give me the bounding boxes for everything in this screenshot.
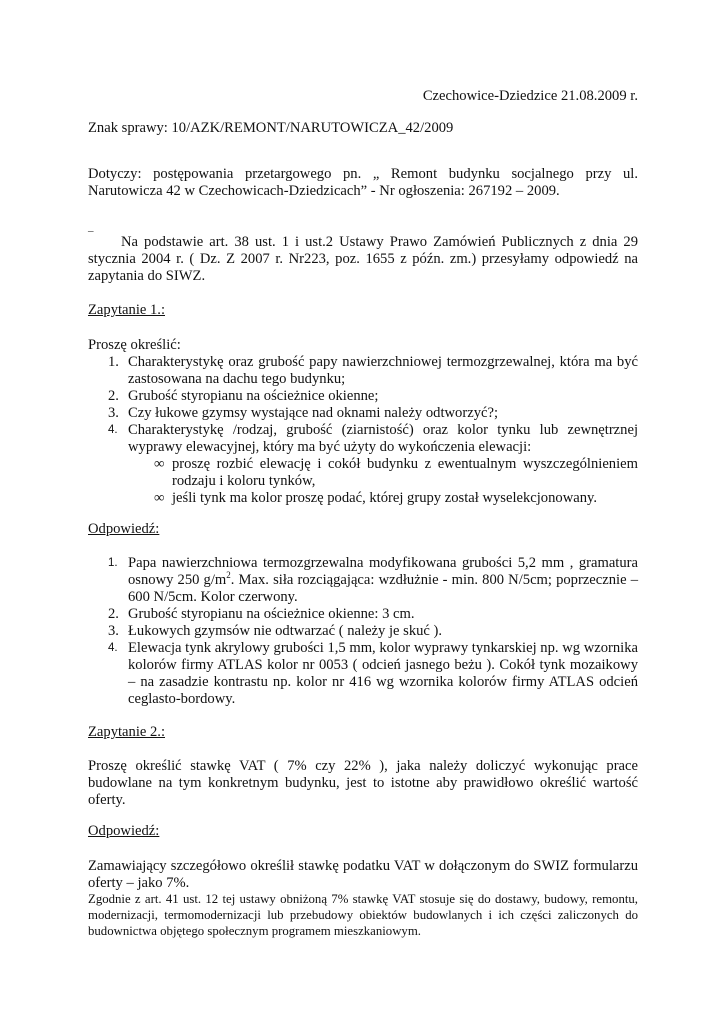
question-1-heading: Zapytanie 1.:: [88, 302, 165, 318]
separator-mark: _: [88, 221, 94, 233]
list-item: [88, 623, 638, 640]
list-item-text: Elewacja tynk akrylowy grubości 1,5 mm, kolor wyprawy tynkarskiej np. wg wzornika kolorów firmy ATLAS kolor nr 0053 ( odcień jasnego beżu ). Cokół tynk mozaikowy – na zasadzie kontrastu np. kolor nr 416 wg wzornika kolorów firmy ATLAS odcień ceglasto-bordowy.: [128, 640, 638, 707]
answer-1-heading: Odpowiedź:: [88, 521, 160, 537]
list-number: 3.: [108, 405, 119, 421]
list-item: [88, 405, 638, 422]
intro-paragraph: Na podstawie art. 38 ust. 1 i ust.2 Ustawy Prawo Zamówień Publicznych z dnia 29 stycznia 2004 r. ( Dz. Z 2007 r. Nr223, poz. 1655 z późn. zm.) przesyłamy odpowiedź na zapytania do SIWZ.: [88, 234, 638, 284]
answer-2-text: Zamawiający szczegółowo określił stawkę podatku VAT w dołączonym do SWIZ formularzu oferty – jako 7%.: [88, 858, 638, 891]
list-item: [88, 555, 638, 606]
question-1-section: [88, 302, 638, 319]
list-number: 2.: [108, 388, 119, 404]
sub-bullet-text: proszę rozbić elewację i cokół budynku z ewentualnym wyszczególnieniem rodzaju i koloru tynków,: [172, 456, 638, 489]
list-item: [88, 422, 638, 456]
infinity-bullet-icon: ∞: [154, 490, 165, 506]
question-2-heading: Zapytanie 2.:: [88, 724, 165, 740]
list-number: 4.: [108, 642, 118, 654]
answer-1-list: [88, 555, 638, 708]
answer-2-note: Zgodnie z art. 41 ust. 12 tej ustawy obniżoną 7% stawkę VAT stosuje się do dostawy, budowy, remontu, modernizacji, termomodernizacji lub przebudowy obiektów budowlanych i ich części zaliczonych do budownictwa objętego społecznym programem mieszkaniowym.: [88, 892, 638, 938]
question-1-list: [88, 354, 638, 456]
list-item-text: Charakterystykę oraz grubość papy nawierzchniowej termozgrzewalnej, która ma być zastosowana na dachu tego budynku;: [128, 354, 638, 387]
list-number: 1.: [108, 354, 119, 370]
sub-bullet-item: [88, 456, 638, 490]
subject-line: Dotyczy: postępowania przetargowego pn. „ Remont budynku socjalnego przy ul. Narutowicza 42 w Czechowicach-Dziedzicach” - Nr ogłoszenia: 267192 – 2009.: [88, 166, 638, 199]
question-1-body: [88, 337, 638, 507]
list-item-text: Charakterystykę /rodzaj, grubość (ziarnistość) oraz kolor tynku lub zewnętrznej wyprawy elewacyjnej, który ma być użyty do wykończenia elewacji:: [128, 422, 638, 455]
answer-2-heading: Odpowiedź:: [88, 823, 160, 839]
question-2-section: [88, 724, 638, 741]
list-item-text: Papa nawierzchniowa termozgrzewalna modyfikowana grubości 5,2 mm , gramatura osnowy 250 $g/m^2$. Max. siła rozciągająca: wzdłużnie - min. 800 N/5cm; poprzecznie – 600 N/5cm. Kolor czerwony.: [128, 555, 638, 605]
list-number: 4.: [108, 424, 118, 436]
list-number: 1.: [108, 557, 118, 569]
list-item-text: Grubość styropianu na ościeżnice okienne;: [128, 388, 379, 404]
list-item-text: Łukowych gzymsów nie odtwarzać ( należy je skuć ).: [128, 623, 443, 639]
list-number: 2.: [108, 606, 119, 622]
list-item-text: Grubość styropianu na ościeżnice okienne: 3 cm.: [128, 606, 415, 622]
answer-1-section: [88, 521, 638, 538]
sub-bullet-text: jeśli tynk ma kolor proszę podać, której grupy został wyselekcjonowany.: [172, 490, 597, 506]
document-date: Czechowice-Dziedzice 21.08.2009 r.: [422, 88, 638, 104]
list-number: 3.: [108, 623, 119, 639]
list-item: [88, 640, 638, 708]
list-item: [88, 388, 638, 405]
answer-1-body: [88, 555, 638, 708]
case-reference: Znak sprawy: 10/AZK/REMONT/NARUTOWICZA_42/2009: [88, 120, 454, 136]
answer-2-section: [88, 823, 638, 840]
list-item-text: Czy łukowe gzymsy wystające nad oknami należy odtworzyć?;: [128, 405, 498, 421]
superscript: 2: [226, 570, 231, 581]
list-item: [88, 606, 638, 623]
infinity-bullet-icon: ∞: [154, 456, 165, 472]
sub-bullet-item: [88, 490, 638, 507]
list-item: [88, 354, 638, 388]
question-1-lead: Proszę określić:: [88, 337, 181, 353]
question-2-text: Proszę określić stawkę VAT ( 7% czy 22% ), jaka należy doliczyć wykonując prace budowlane na tym konkretnym budynku, jest to istotne aby prawidłowo określić wartość oferty.: [88, 758, 638, 808]
